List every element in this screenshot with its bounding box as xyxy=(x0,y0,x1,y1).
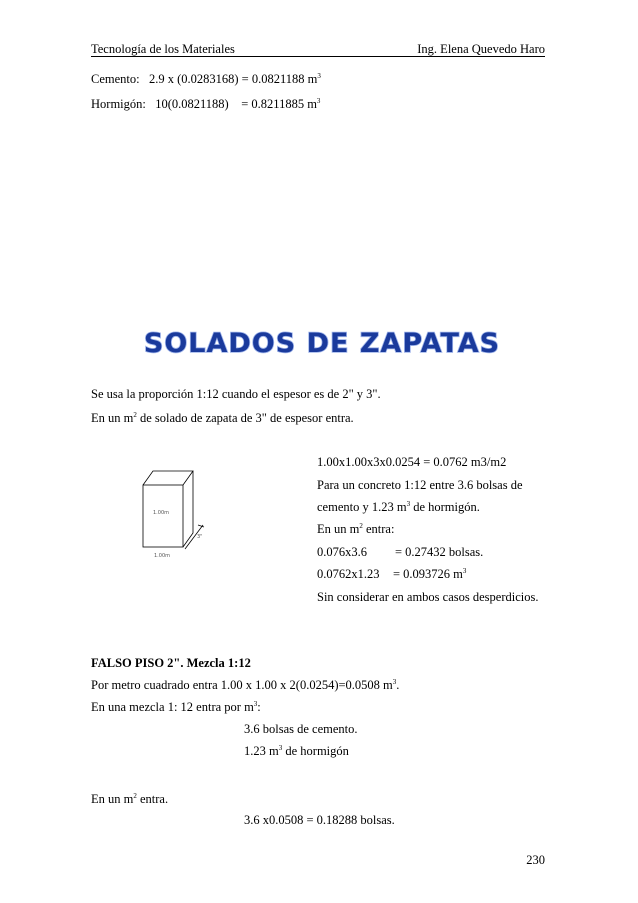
falso-piso-line2-a: En una mezcla 1: 12 entra por m xyxy=(91,700,254,714)
cemento-line xyxy=(91,71,321,87)
falso-piso-line1-b: . xyxy=(396,678,400,692)
header-right: Ing. Elena Quevedo Haro xyxy=(417,42,545,56)
hormigon-line xyxy=(91,96,320,112)
section-title xyxy=(143,316,501,366)
falso-piso-line3-a: En un m xyxy=(91,792,134,806)
superscript: 3 xyxy=(278,743,283,752)
solados-line2-b: de solado de zapata de 3" de espesor entra. xyxy=(136,411,354,425)
calc-line5-result: = 0.27432 bolsas. xyxy=(395,545,484,559)
bottom-label: 1.00m xyxy=(154,553,171,559)
depth-label: 3" xyxy=(197,534,203,540)
section-title-text: SOLADOS DE ZAPATAS xyxy=(143,328,501,359)
calc-line4-b: entra: xyxy=(362,522,395,536)
cemento-label: Cemento: xyxy=(91,72,140,86)
header-left: Tecnología de los Materiales xyxy=(91,42,235,56)
footing-figure xyxy=(128,463,220,558)
page-number: 230 xyxy=(526,853,545,867)
falso-piso-line1 xyxy=(91,677,399,693)
solados-line2-a: En un m xyxy=(91,411,134,425)
falso-piso-line3-b: entra. xyxy=(136,792,169,806)
calc-line4 xyxy=(317,521,394,537)
solados-line1: Se usa la proporción 1:12 cuando el espesor es de 2" y 3". xyxy=(91,387,381,401)
hormigon-result: = 0.8211885 m xyxy=(241,97,317,111)
face-label: 1.00m xyxy=(153,510,170,516)
cemento-expr: 2.9 x (0.0283168) = 0.0821188 m xyxy=(148,72,318,86)
header-rule xyxy=(91,56,545,57)
superscript: 3 xyxy=(253,699,258,708)
calc-line3-b: de hormigón. xyxy=(410,500,480,514)
calc-line6 xyxy=(317,566,380,582)
calc-line3 xyxy=(317,499,480,515)
superscript: 3 xyxy=(462,566,467,575)
hormigon-expr: 10(0.0821188) xyxy=(155,97,229,111)
falso-piso-item2 xyxy=(244,743,349,759)
calc-line6-a: 0.0762x1.23 xyxy=(317,567,380,581)
hormigon-label: Hormigón: xyxy=(91,97,146,111)
superscript: 2 xyxy=(133,410,137,419)
superscript: 3 xyxy=(406,499,411,508)
superscript: 2 xyxy=(133,791,137,800)
falso-piso-item1: 3.6 bolsas de cemento. xyxy=(244,722,358,736)
calc-line7: Sin considerar en ambos casos desperdicios. xyxy=(317,590,539,604)
superscript: 2 xyxy=(359,521,363,530)
falso-piso-item2-b: de hormigón xyxy=(282,744,349,758)
calc-line5-a: 0.076x3.6 xyxy=(317,545,367,559)
calc-line6-b: = 0.093726 m xyxy=(393,567,463,581)
box-front-face xyxy=(143,485,183,547)
solados-line2 xyxy=(91,410,354,426)
calc-line6-result xyxy=(393,566,466,582)
falso-piso-line1-a: Por metro cuadrado entra 1.00 x 1.00 x 2(0.0254)=0.0508 m xyxy=(91,678,393,692)
superscript: 3 xyxy=(316,96,321,105)
falso-piso-item2-a: 1.23 m xyxy=(244,744,279,758)
falso-piso-title: FALSO PISO 2". Mezcla 1:12 xyxy=(91,656,251,670)
falso-piso-result: 3.6 x0.0508 = 0.18288 bolsas. xyxy=(244,813,395,827)
falso-piso-line2-b: : xyxy=(257,700,261,714)
calc-line3-a: cemento y 1.23 m xyxy=(317,500,407,514)
falso-piso-line2 xyxy=(91,699,261,715)
calc-line2: Para un concreto 1:12 entre 3.6 bolsas de xyxy=(317,478,523,492)
calc-line5 xyxy=(317,544,367,560)
calc-line4-a: En un m xyxy=(317,522,360,536)
superscript: 3 xyxy=(317,71,321,80)
box-top-face xyxy=(143,471,193,485)
calc-line1: 1.00x1.00x3x0.0254 = 0.0762 m3/m2 xyxy=(317,455,507,469)
falso-piso-line3 xyxy=(91,791,168,807)
superscript: 3 xyxy=(392,677,397,686)
